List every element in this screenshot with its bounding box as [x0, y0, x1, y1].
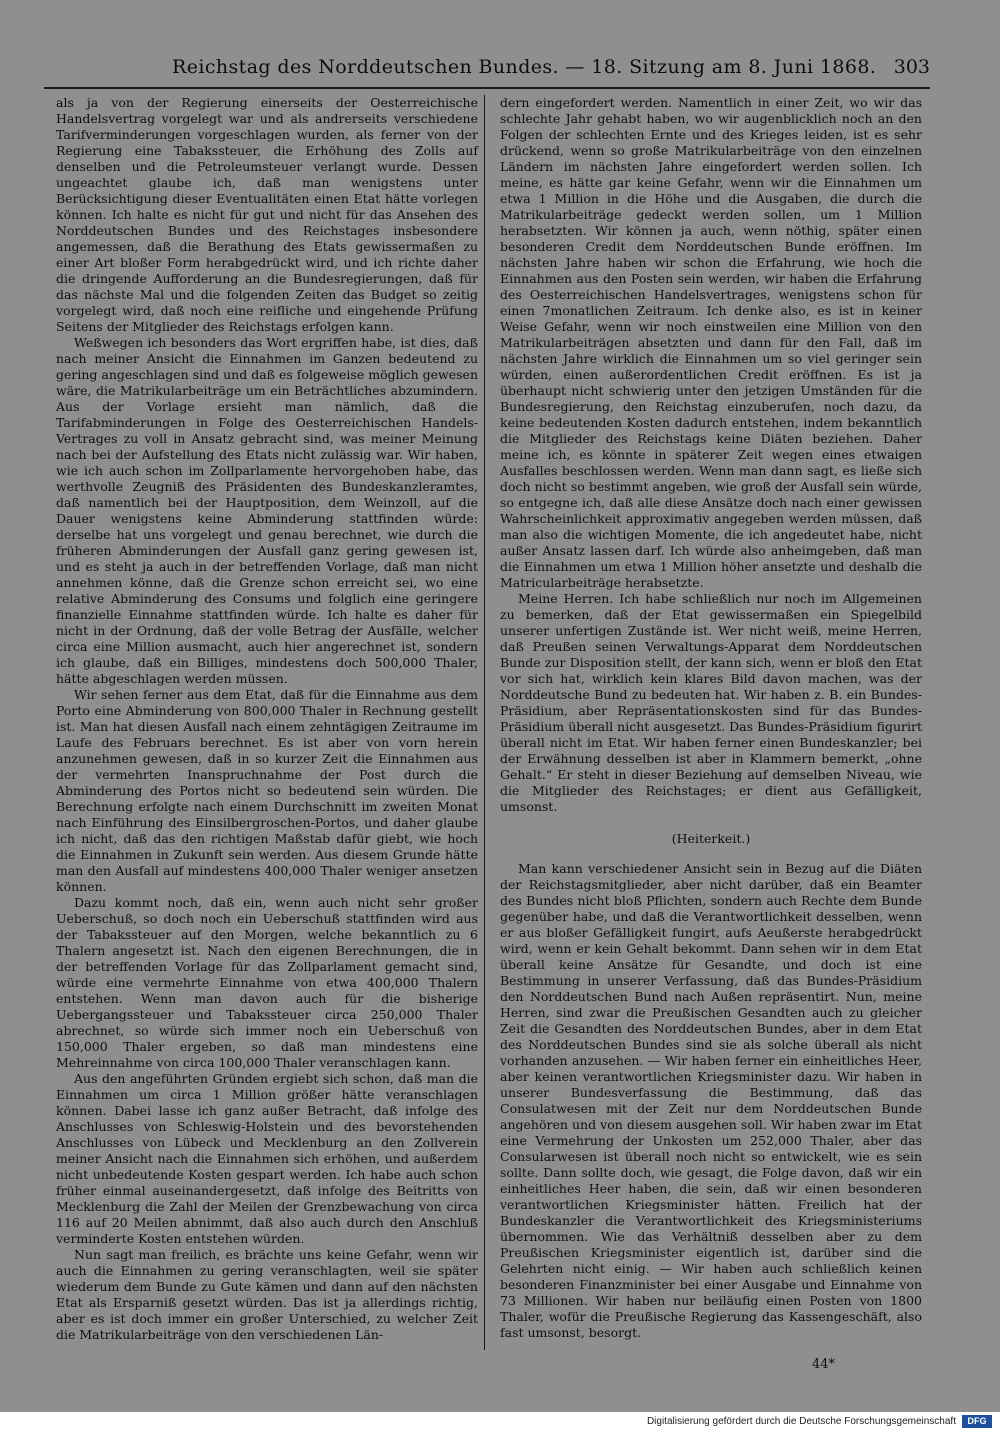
sheet-signature: 44* — [812, 1357, 836, 1372]
paragraph: Aus den angeführten Gründen ergiebt sich schon, daß man die Einnahmen um circa 1 Million größer hätte veranschlagen können. Dabei lasse ich ganz außer Betracht, daß infolge des Anschlusses von Schleswig-Holstein und des bevorstehenden Anschlusses von Lübeck und Mecklenburg an den Zollverein meiner Ansicht nach die Einnahmen sich erhöhen, und außerdem nicht unbedeutende Kosten gespart werden. Ich habe auch schon früher einmal auseinandergesetzt, daß infolge des Beitritts von Mecklenburg die Zahl der Meilen der Grenzbewachung von circa 116 auf 20 Meilen abnimmt, daß also auch durch den Anschluß verminderte Kosten entstehen würden. — [56, 1071, 478, 1246]
running-header — [44, 56, 930, 84]
paragraph: als ja von der Regierung einerseits der Oesterreichische Handelsvertrag vorgelegt war und als andrerseits verschiedene Tarifverminderungen vorgeschlagen wurden, als ferner von der Regierung eine Tabakssteuer, die Erhöhung des Zolls auf denselben und die Petroleumsteuer verlangt wurde. Dessen ungeachtet glaube ich, daß man wenigstens unter Berücksichtigung dieser Eventualitäten einen Etat hätte vorlegen können. Ich halte es nicht für gut und nicht für das Ansehen des Norddeutschen Bundes und des Reichstages insbesondere angemessen, daß die Berathung des Etats gewissermaßen zu einer Art bloßer Form herabgedrückt wird, und ich richte daher die dringende Aufforderung an die Bundesregierungen, daß für das nächste Mal und die folgenden Zeiten das Budget so zeitig vorgelegt wird, daß noch eine reifliche und eingehende Prüfung Seitens der Mitglieder des Reichstags erfolgen kann. — [56, 95, 478, 334]
page-number: 303 — [893, 56, 930, 78]
column-divider — [484, 95, 485, 1350]
paragraph: Man kann verschiedener Ansicht sein in Bezug auf die Diäten der Reichstagsmitglieder, aber nicht darüber, daß ein Beamter des Bundes nicht bloß Pflichten, sondern auch Rechte dem Bunde gegenüber habe, und daß die Verantwortlichkeit desselben, wenn er aus bloßer Gefälligkeit fungirt, aufs Aeußerste herabgedrückt wird, wenn er kein Gehalt bekommt. Dann sehen wir in dem Etat überall keine Ansätze für Gesandte, und doch ist eine Bestimmung in unserer Verfassung, daß das Bundes-Präsidium den Norddeutschen Bund nach Außen repräsentirt. Nun, meine Herren, sind zwar die Preußischen Gesandten auch zu gleicher Zeit die Gesandten des Norddeutschen Bundes, aber in dem Etat des Norddeutschen Bundes sind sie als solche überall als nicht vorhanden anzusehen. — Wir haben ferner ein einheitliches Heer, aber keinen verantwortlichen Kriegsminister dazu. Wir haben in unserer Bundesverfassung die Bestimmung, daß das Consulatwesen mit der Zeit nur dem Norddeutschen Bunde angehören und von diesem ausgehen soll. Wir haben zwar im Etat eine Vermehrung der Unkosten um 252,000 Thaler, aber das Consularwesen ist überall noch nicht so entwickelt, wie es sein sollte. Dann sollte doch, wie gesagt, die Folge davon, daß wir ein einheitliches Heer haben, die sein, daß wir einen besonderen verantwortlichen Kriegsminister hätten. Freilich hat der Bundeskanzler die Verantwortlichkeit des Kriegsministeriums übernommen. Wie das Verhältniß desselben aber zu dem Preußischen Kriegsminister eigentlich ist, darüber sind die Gelehrten nicht einig. — Wir haben auch schließlich keinen besonderen Finanzminister bei einer Ausgabe und Einnahme von 73 Millionen. Wir haben nur beiläufig einen Posten von 1800 Thaler, wofür die Preußische Regierung das Kassengeschäft, also fast umsonst, besorgt. — [500, 861, 922, 1340]
paragraph: Weßwegen ich besonders das Wort ergriffen habe, ist dies, daß nach meiner Ansicht die Einnahmen im Ganzen bedeutend zu gering angeschlagen sind und daß es folgeweise möglich gewesen wäre, die Matrikularbeiträge um ein Beträchtliches abzumindern. Aus der Vorlage ersieht man nämlich, daß die Tarifabminderungen in Folge des Oesterreichischen Handels-Vertrages zu voll in Ansatz gebracht sind, was meiner Meinung nach bei der Aufstellung des Etats nicht zulässig war. Wir haben, wie ich auch schon im Zollparlamente hervorgehoben habe, das werthvolle Zeugniß des Präsidenten des Bundeskanzleramtes, daß namentlich bei der Hauptposition, dem Weinzoll, auf die Dauer wenigstens keine Abminderung stattfinden würde: derselbe hat uns vorgelegt und genau berechnet, wie durch die früheren Abminderungen der Ausfall ganz gering gewesen ist, und es steht ja auch in der betreffenden Vorlage, daß man nicht annehmen könne, daß die Grenze schon erreicht sei, wo eine relative Abminderung des Consums und folglich eine geringere finanzielle Einnahme stattfinden würde. Ich halte es daher für nicht in der Ordnung, daß der volle Betrag der Ausfälle, welcher circa eine Million ausmacht, auch hier angerechnet ist, sondern ich glaube, daß ein Billiges, mindestens doch 500,000 Thaler, hätte abgeschlagen werden müssen. — [56, 335, 478, 686]
paragraph: Dazu kommt noch, daß ein, wenn auch nicht sehr großer Ueberschuß, so doch noch ein Ueberschuß stattfinden wird aus der Tabakssteuer auf den Morgen, welche bekanntlich zu 6 Thalern angesetzt ist. Nach den eigenen Berechnungen, die in der betreffenden Vorlage für das Zollparlament gemacht sind, würde eine vermehrte Einnahme von etwa 400,000 Thalern entstehen. Wenn man davon auch für die bisherige Uebergangssteuer und Tabakssteuer circa 250,000 Thaler abrechnet, so würde sich immer noch ein Ueberschuß von 150,000 Thaler ergeben, so daß man mindestens eine Mehreinnahme von circa 100,000 Thaler veranschlagen kann. — [56, 895, 478, 1070]
right-column — [500, 95, 922, 1341]
header-title: Reichstag des Norddeutschen Bundes. — 18. Sitzung am 8. Juni 1868. — [172, 56, 877, 78]
paragraph: Wir sehen ferner aus dem Etat, daß für die Einnahme aus dem Porto eine Abminderung von 800,000 Thaler in Rechnung gestellt ist. Man hat diesen Ausfall nach einem zehntägigen Zeitraume im Laufe des Februars berechnet. Es ist aber von vorn herein anzunehmen gewesen, daß in so kurzer Zeit die Einnahmen aus der vermehrten Inanspruchnahme der Post durch die Abminderung des Portos nicht so bedeutend sein würden. Die Berechnung erfolgte nach einem Durchschnitt im zweiten Monat nach Einführung des Einsilbergroschen-Portos, und daher glaube ich nicht, daß das den richtigen Maßstab dafür giebt, wie hoch die Einnahmen in Zukunft sein werden. Aus diesem Grunde hätte man den Ausfall auf mindestens 400,000 Thaler weniger ansetzen können. — [56, 687, 478, 894]
dfg-logo: DFG — [962, 1415, 992, 1428]
paragraph: Meine Herren. Ich habe schließlich nur noch im Allgemeinen zu bemerken, daß der Etat gewissermaßen ein Spiegelbild unserer unfertigen Zustände ist. Wer nicht weiß, meine Herren, daß Preußen seinen Verwaltungs-Apparat dem Norddeutschen Bunde zur Disposition stellt, der kann sich, wenn er bloß den Etat vor sich hat, wirklich kein klares Bild davon machen, was der Norddeutsche Bund zu bedeuten hat. Wir haben z. B. ein Bundes-Präsidium, aber Repräsentationskosten sind für das Bundes-Präsidium überall nicht ausgesetzt. Das Bundes-Präsidium figurirt überall nicht im Etat. Wir haben ferner einen Bundeskanzler; bei der Erwähnung desselben ist aber in Klammern bemerkt, „ohne Gehalt.“ Er steht in dieser Beziehung auf demselben Niveau, wie die Mitglieder des Reichstages; er dient aus Gefälligkeit, umsonst. — [500, 591, 922, 814]
paragraph: dern eingefordert werden. Namentlich in einer Zeit, wo wir das schlechte Jahr gehabt haben, wo wir augenblicklich noch an den Folgen der schlechten Ernte und des Krieges leiden, ist es sehr drückend, wenn so große Matrikularbeiträge von den einzelnen Ländern im nächsten Jahre eingefordert werden sollen. Ich meine, es hätte gar keine Gefahr, wenn wir die Einnahmen um etwa 1 Million in die Höhe und die Ausgaben, die durch die Matrikularbeiträge gedeckt werden sollen, um 1 Million herabsetzten. Wir können ja auch, wenn nöthig, später einen besonderen Credit dem Norddeutschen Bunde eröffnen. Im nächsten Jahre haben wir schon die Erfahrung, wie hoch die Einnahmen aus den Posten sein werden, wir haben die Erfahrung des Oesterreichischen Handelsvertrages, wenigstens schon für einen 7monatlichen Zeitraum. Ich denke also, es ist in keiner Weise Gefahr, wenn wir noch einstweilen eine Million von den Matrikularbeiträgen absetzten und dann für den Fall, daß im nächsten Jahre wirklich die Einnahmen um so viel geringer sein würden, einen außerordentlichen Credit eröffnen. Es ist ja überhaupt nicht schwierig unter den jetzigen Umständen für die Bundesregierung, den Reichstag einzuberufen, noch dazu, da keine bedeutenden Kosten dadurch entstehen, indem bekanntlich die Mitglieder des Reichstags keine Diäten beziehen. Daher meine ich, es könnte in späterer Zeit wegen eines etwaigen Ausfalles beschlossen werden. Wenn man dann sagt, es ließe sich doch nicht so bestimmt angeben, wie groß der Ausfall sein würde, so entgegne ich, daß alle diese Ansätze doch nach einer gewissen Wahrscheinlichkeit approximativ angegeben werden müssen, daß man also die wichtigen Momente, die ich angedeutet habe, nicht außer Ansatz lassen darf. Ich würde also anheimgeben, daß man die Einnahmen um etwa 1 Million höher ansetzte und deshalb die Matricularbeiträge herabsetzte. — [500, 95, 922, 590]
stage-direction: (Heiterkeit.) — [671, 831, 751, 846]
funding-credit: Digitalisierung gefördert durch die Deutsche Forschungsgemeinschaft — [646, 1416, 956, 1427]
header-rule — [44, 87, 930, 89]
footer-bar — [0, 1412, 1000, 1432]
paragraph: Nun sagt man freilich, es brächte uns keine Gefahr, wenn wir auch die Einnahmen zu gering veranschlagten, weil sie später wiederum dem Bunde zu Gute kämen und dann auf den nächsten Etat als Ersparniß gesetzt würden. Das ist ja allerdings richtig, aber es ist doch immer ein großer Unterschied, zu welcher Zeit die Matrikularbeiträge von den verschiedenen Län- — [56, 1247, 478, 1342]
left-column — [56, 95, 478, 1343]
